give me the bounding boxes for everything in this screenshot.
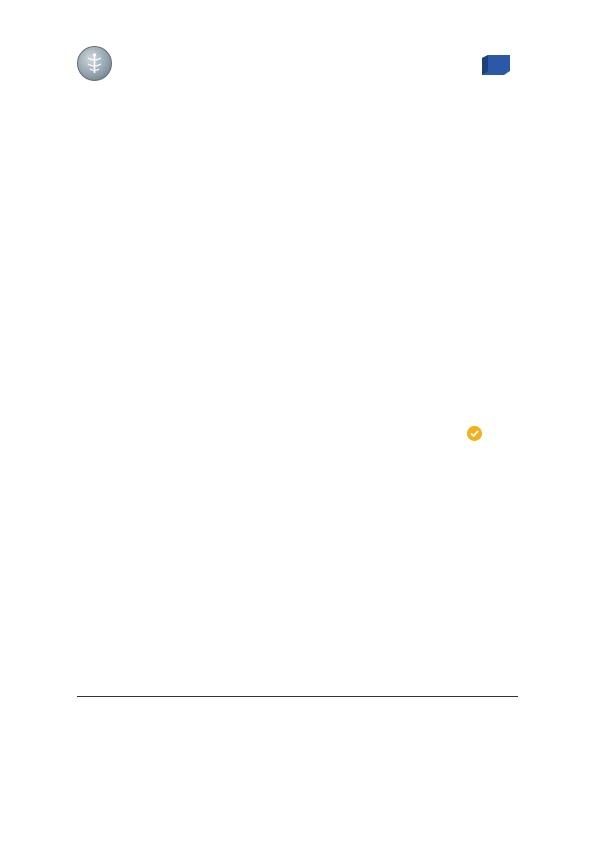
check-updates-icon <box>467 426 482 441</box>
journal-logo <box>77 46 112 81</box>
caduceus-icon <box>84 52 105 75</box>
divider <box>77 696 518 697</box>
check-for-updates-button[interactable] <box>467 424 523 444</box>
mdpi-logo[interactable] <box>477 54 515 76</box>
abstract <box>77 455 519 468</box>
introduction-paragraph <box>77 742 519 755</box>
